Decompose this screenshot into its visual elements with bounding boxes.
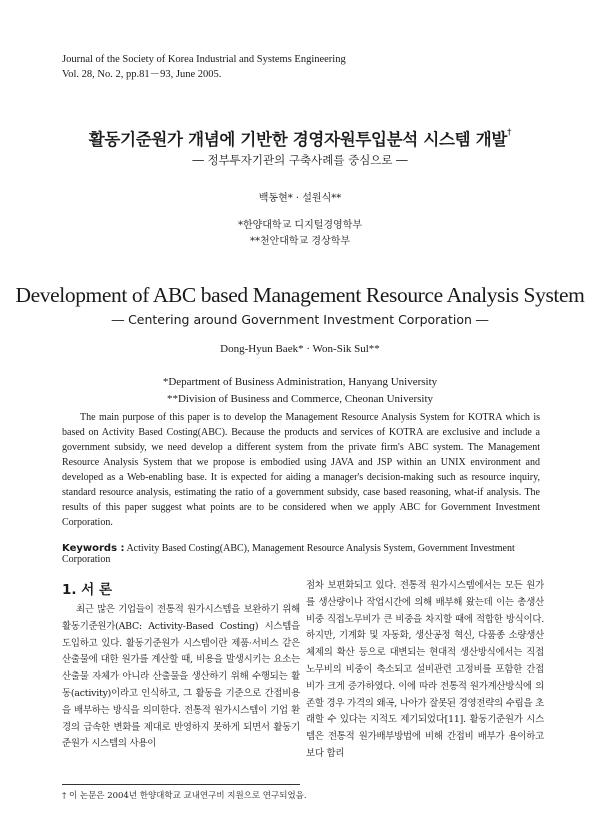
journal-header — [62, 52, 522, 82]
korean-subtitle: ― 정부투자기관의 구축사례를 중심으로 ― — [192, 153, 408, 167]
footnote-divider — [62, 784, 300, 785]
title-footnote-mark: † — [507, 127, 512, 138]
body-column-right: 점차 보편화되고 있다. 전통적 원가시스템에서는 모든 원가를 생산량이나 작업시간에 의해 배부해 왔는데 이는 총생산비중 직접노무비가 큰 비중을 차지할 때에 적합한 방식이다. 하지만, 기계화 및 자동화, 생산공정 혁신, 다품종 소량생산체제의 확산 등으로 대변되는 현대적 생산방식에서는 직접노무비의 비중이 축소되고 설비관련 고정비를 포함한 간접비가 크게 증가하였다. 이에 따라 전통적 원가계산방식에 의존할 경우 가격의 왜곡, 나아가 잘못된 경영전략의 수립을 초래할 수 있다는 지적도 제기되었다[11]. 활동기준원가 시스템은 전통적 원가배부방법에 비해 간접비 배부가 용이하고 보다 합리 — [306, 580, 544, 759]
english-title: Development of ABC based Management Resource Analysis System — [15, 283, 585, 307]
body-column-left: 최근 많은 기업들이 전통적 원가시스템을 보완하기 위해 활동기준원가(ABC: Activity-Based Costing) 시스템을 도입하고 있다. 활동기준원가 시스템이란 제품·서비스 같은 산출물에 대한 원가를 계산할 때, 비용을 발생시키는 요소는 산출물 자체가 아니라 산출물을 생산하기 위해 수행되는 활동(activity)이라고 인식하고, 그 활동을 기준으로 간접비용을 배부하는 방식을 의미한다. 전통적 원가시스템이 기업 환경의 급속한 변화를 제대로 반영하지 못하게 되면서 활동기준원가 시스템의 사용이 — [62, 604, 300, 750]
korean-authors: 백동현* · 설원식** — [258, 193, 342, 204]
english-affiliation-1: *Department of Business Administration, Hanyang University — [162, 376, 438, 388]
keywords — [62, 543, 540, 565]
keywords-text: Activity Based Costing(ABC), Management Resource Analysis System, Government Investment Corporation — [62, 543, 515, 565]
abstract: The main purpose of this paper is to develop the Management Resource Analysis System for KOTRA which is based on Activity Based Costing(ABC). Because the products and services of KOTRA are exclusive and include a government subsidy, we need develop a different system from the private firm's ABC system. The Management Resource Analysis System that we propose is embodied using JAVA and JSP within an UNIX environment and developed as a Web-enabling base. It is expected for aiding a manager's decision-making such as resource inquiry, standard resource analysis, estimating the ratio of a government subsidy, case based reasoning, what-if analysis. The results of this paper suggest what points are to be considered when we apply ABC for Government Investment Corporation. — [62, 412, 540, 528]
footnote: † 이 논문은 2004년 한양대학교 교내연구비 지원으로 연구되었음. — [62, 791, 307, 801]
korean-affiliation-2: **천안대학교 경상학부 — [249, 236, 351, 247]
english-authors: Dong-Hyun Baek* · Won-Sik Sul** — [220, 343, 380, 355]
keywords-label: Keywords : — [62, 543, 125, 554]
english-affiliation-2: **Division of Business and Commerce, Cheonan University — [166, 393, 434, 405]
journal-volume: Vol. 28, No. 2, pp.81－93, June 2005. — [62, 69, 222, 80]
journal-name: Journal of the Society of Korea Industrial and Systems Engineering — [62, 54, 346, 65]
korean-title-text: 활동기준원가 개념에 기반한 경영자원투입분석 시스템 개발 — [88, 130, 507, 149]
korean-title — [0, 126, 600, 150]
korean-affiliation-1: *한양대학교 디지털경영학부 — [237, 220, 363, 231]
section-heading-introduction: 1. 서 론 — [62, 582, 113, 598]
english-subtitle: ― Centering around Government Investment Corporation ― — [111, 312, 489, 327]
